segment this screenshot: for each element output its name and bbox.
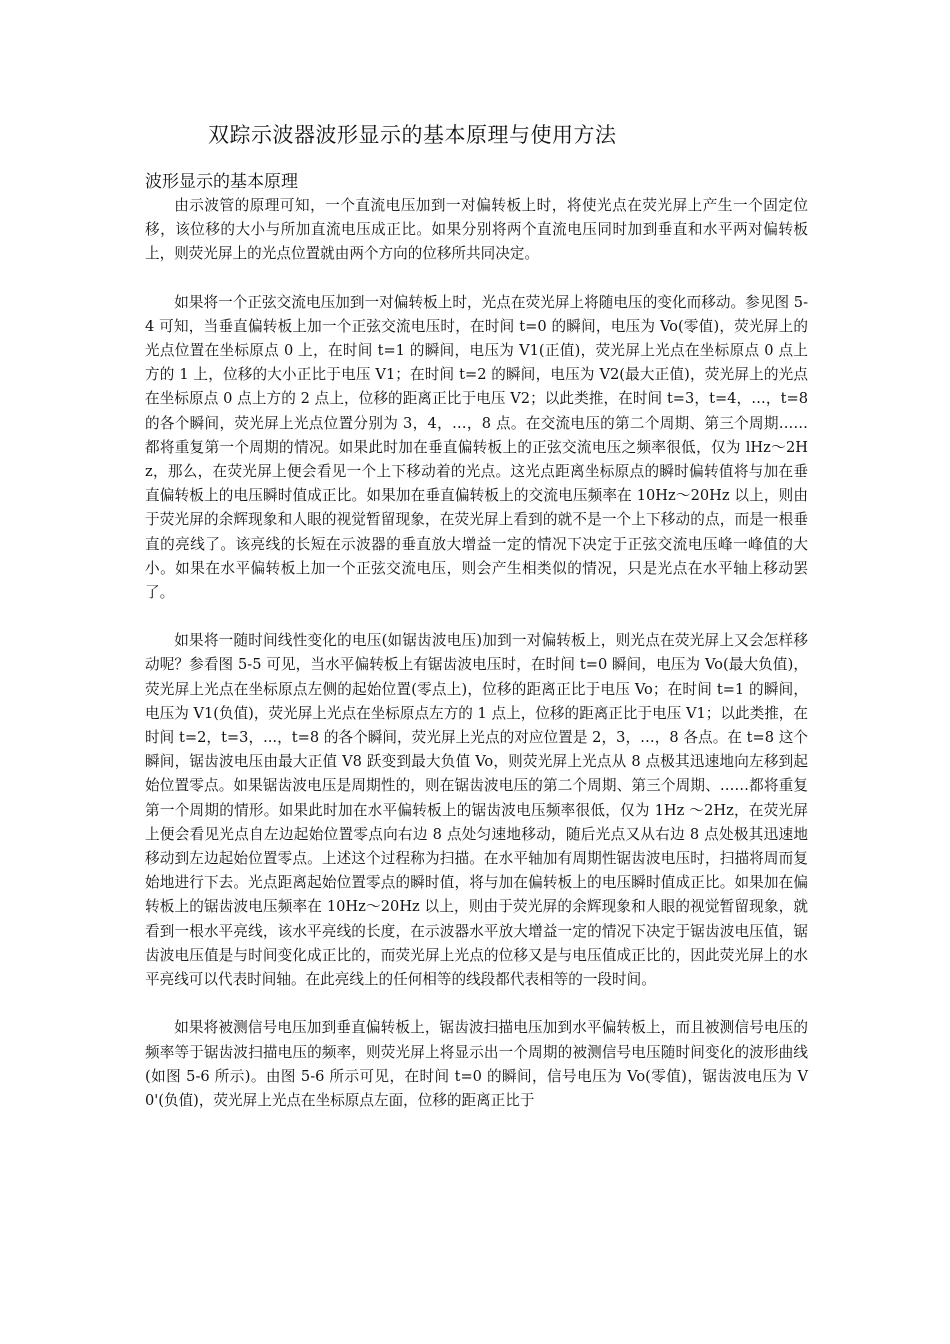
paragraph-2: 如果将一个正弦交流电压加到一对偏转板上时，光点在荧光屏上将随电压的变化而移动。参见图 5-4 可知，当垂直偏转板上加一个正弦交流电压时，在时间 t=0 的瞬间，电压为 Vo(零值)，荧光屏上的光点位置在坐标原点 0 上，在时间 t=1 的瞬间，电压为 V1(正值)，荧光屏上光点在坐标原点 0 点上方的 1 上，位移的大小正比于电压 V1；在时间 t=2 的瞬间，电压为 V2(最大正值)，荧光屏上的光点在坐标原点 0 点上方的 2 点上，位移的距离正比于电压 V2；以此类推，在时间 t=3，t=4，…，t=8 的各个瞬间，荧光屏上光点位置分别为 3，4，…，8 点。在交流电压的第二个周期、第三个周期……都将重复第一个周期的情况。如果此时加在垂直偏转板上的正弦交流电压之频率很低，仅为 lHz～2Hz，那么，在荧光屏上便会看见一个上下移动着的光点。这光点距离坐标原点的瞬时偏转值将与加在垂直偏转板上的电压瞬时值成正比。如果加在垂直偏转板上的交流电压频率在 10Hz～20Hz 以上，则由于荧光屏的余辉现象和人眼的视觉暂留现象，在荧光屏上看到的就不是一个上下移动的点，而是一根垂直的亮线了。该亮线的长短在示波器的垂直放大增益一定的情况下决定于正弦交流电压峰一峰值的大小。如果在水平偏转板上加一个正弦交流电压，则会产生相类似的情况，只是光点在水平轴上移动罢了。 — [145, 293, 808, 602]
document-page — [145, 118, 808, 1113]
paragraph-4: 如果将被测信号电压加到垂直偏转板上，锯齿波扫描电压加到水平偏转板上，而且被测信号电压的频率等于锯齿波扫描电压的频率，则荧光屏上将显示出一个周期的被测信号电压随时间变化的波形曲线(如图 5-6 所示)。由图 5-6 所示可见，在时间 t=0 的瞬间，信号电压为 Vo(零值)，锯齿波电压为 V0'(负值)，荧光屏上光点在坐标原点左面，位移的距离正比于 — [145, 1019, 808, 1109]
document-title: 双踪示波器波形显示的基本原理与使用方法 — [208, 123, 617, 147]
paragraph-3: 如果将一随时间线性变化的电压(如锯齿波电压)加到一对偏转板上，则光点在荧光屏上又会怎样移动呢？参看图 5-5 可见，当水平偏转板上有锯齿波电压时，在时间 t=0 瞬间，电压为 Vo(最大负值)，荧光屏上光点在坐标原点左侧的起始位置(零点上)，位移的距离正比于电压 Vo；在时间 t=1 的瞬间，电压为 V1(负值)，荧光屏上光点在坐标原点左方的 1 点上，位移的距离正比于电压 V1；以此类推，在时间 t=2，t=3，...，t=8 的各个瞬间，荧光屏上光点的对应位置是 2，3，…，8 各点。在 t=8 这个瞬间，锯齿波电压由最大正值 V8 跃变到最大负值 Vo，则荧光屏上光点从 8 点极其迅速地向左移到起始位置零点。如果锯齿波电压是周期性的，则在锯齿波电压的第二个周期、第三个周期、……都将重复第一个周期的情形。如果此时加在水平偏转板上的锯齿波电压频率很低，仅为 1Hz ～2Hz，在荧光屏上便会看见光点自左边起始位置零点向右边 8 点处匀速地移动，随后光点又从右边 8 点处极其迅速地移动到左边起始位置零点。上述这个过程称为扫描。在水平轴加有周期性锯齿波电压时，扫描将周而复始地进行下去。光点距离起始位置零点的瞬时值，将与加在偏转板上的电压瞬时值成正比。如果加在偏转板上的锯齿波电压频率在 10Hz～20Hz 以上，则由于荧光屏的余辉现象和人眼的视觉暂留现象，就看到一根水平亮线，该水平亮线的长度，在示波器水平放大增益一定的情况下决定于锯齿波电压值，锯齿波电压值是与时间变化成正比的，而荧光屏上光点的位移又是与电压值成正比的，因此荧光屏上的水平亮线可以代表时间轴。在此亮线上的任何相等的线段都代表相等的一段时间。 — [145, 632, 808, 989]
section-heading: 波形显示的基本原理 — [145, 172, 298, 192]
paragraph-1: 由示波管的原理可知，一个直流电压加到一对偏转板上时，将使光点在荧光屏上产生一个固定位移，该位移的大小与所加直流电压成正比。如果分别将两个直流电压同时加到垂直和水平两对偏转板上，则荧光屏上的光点位置就由两个方向的位移所共同决定。 — [145, 197, 808, 263]
